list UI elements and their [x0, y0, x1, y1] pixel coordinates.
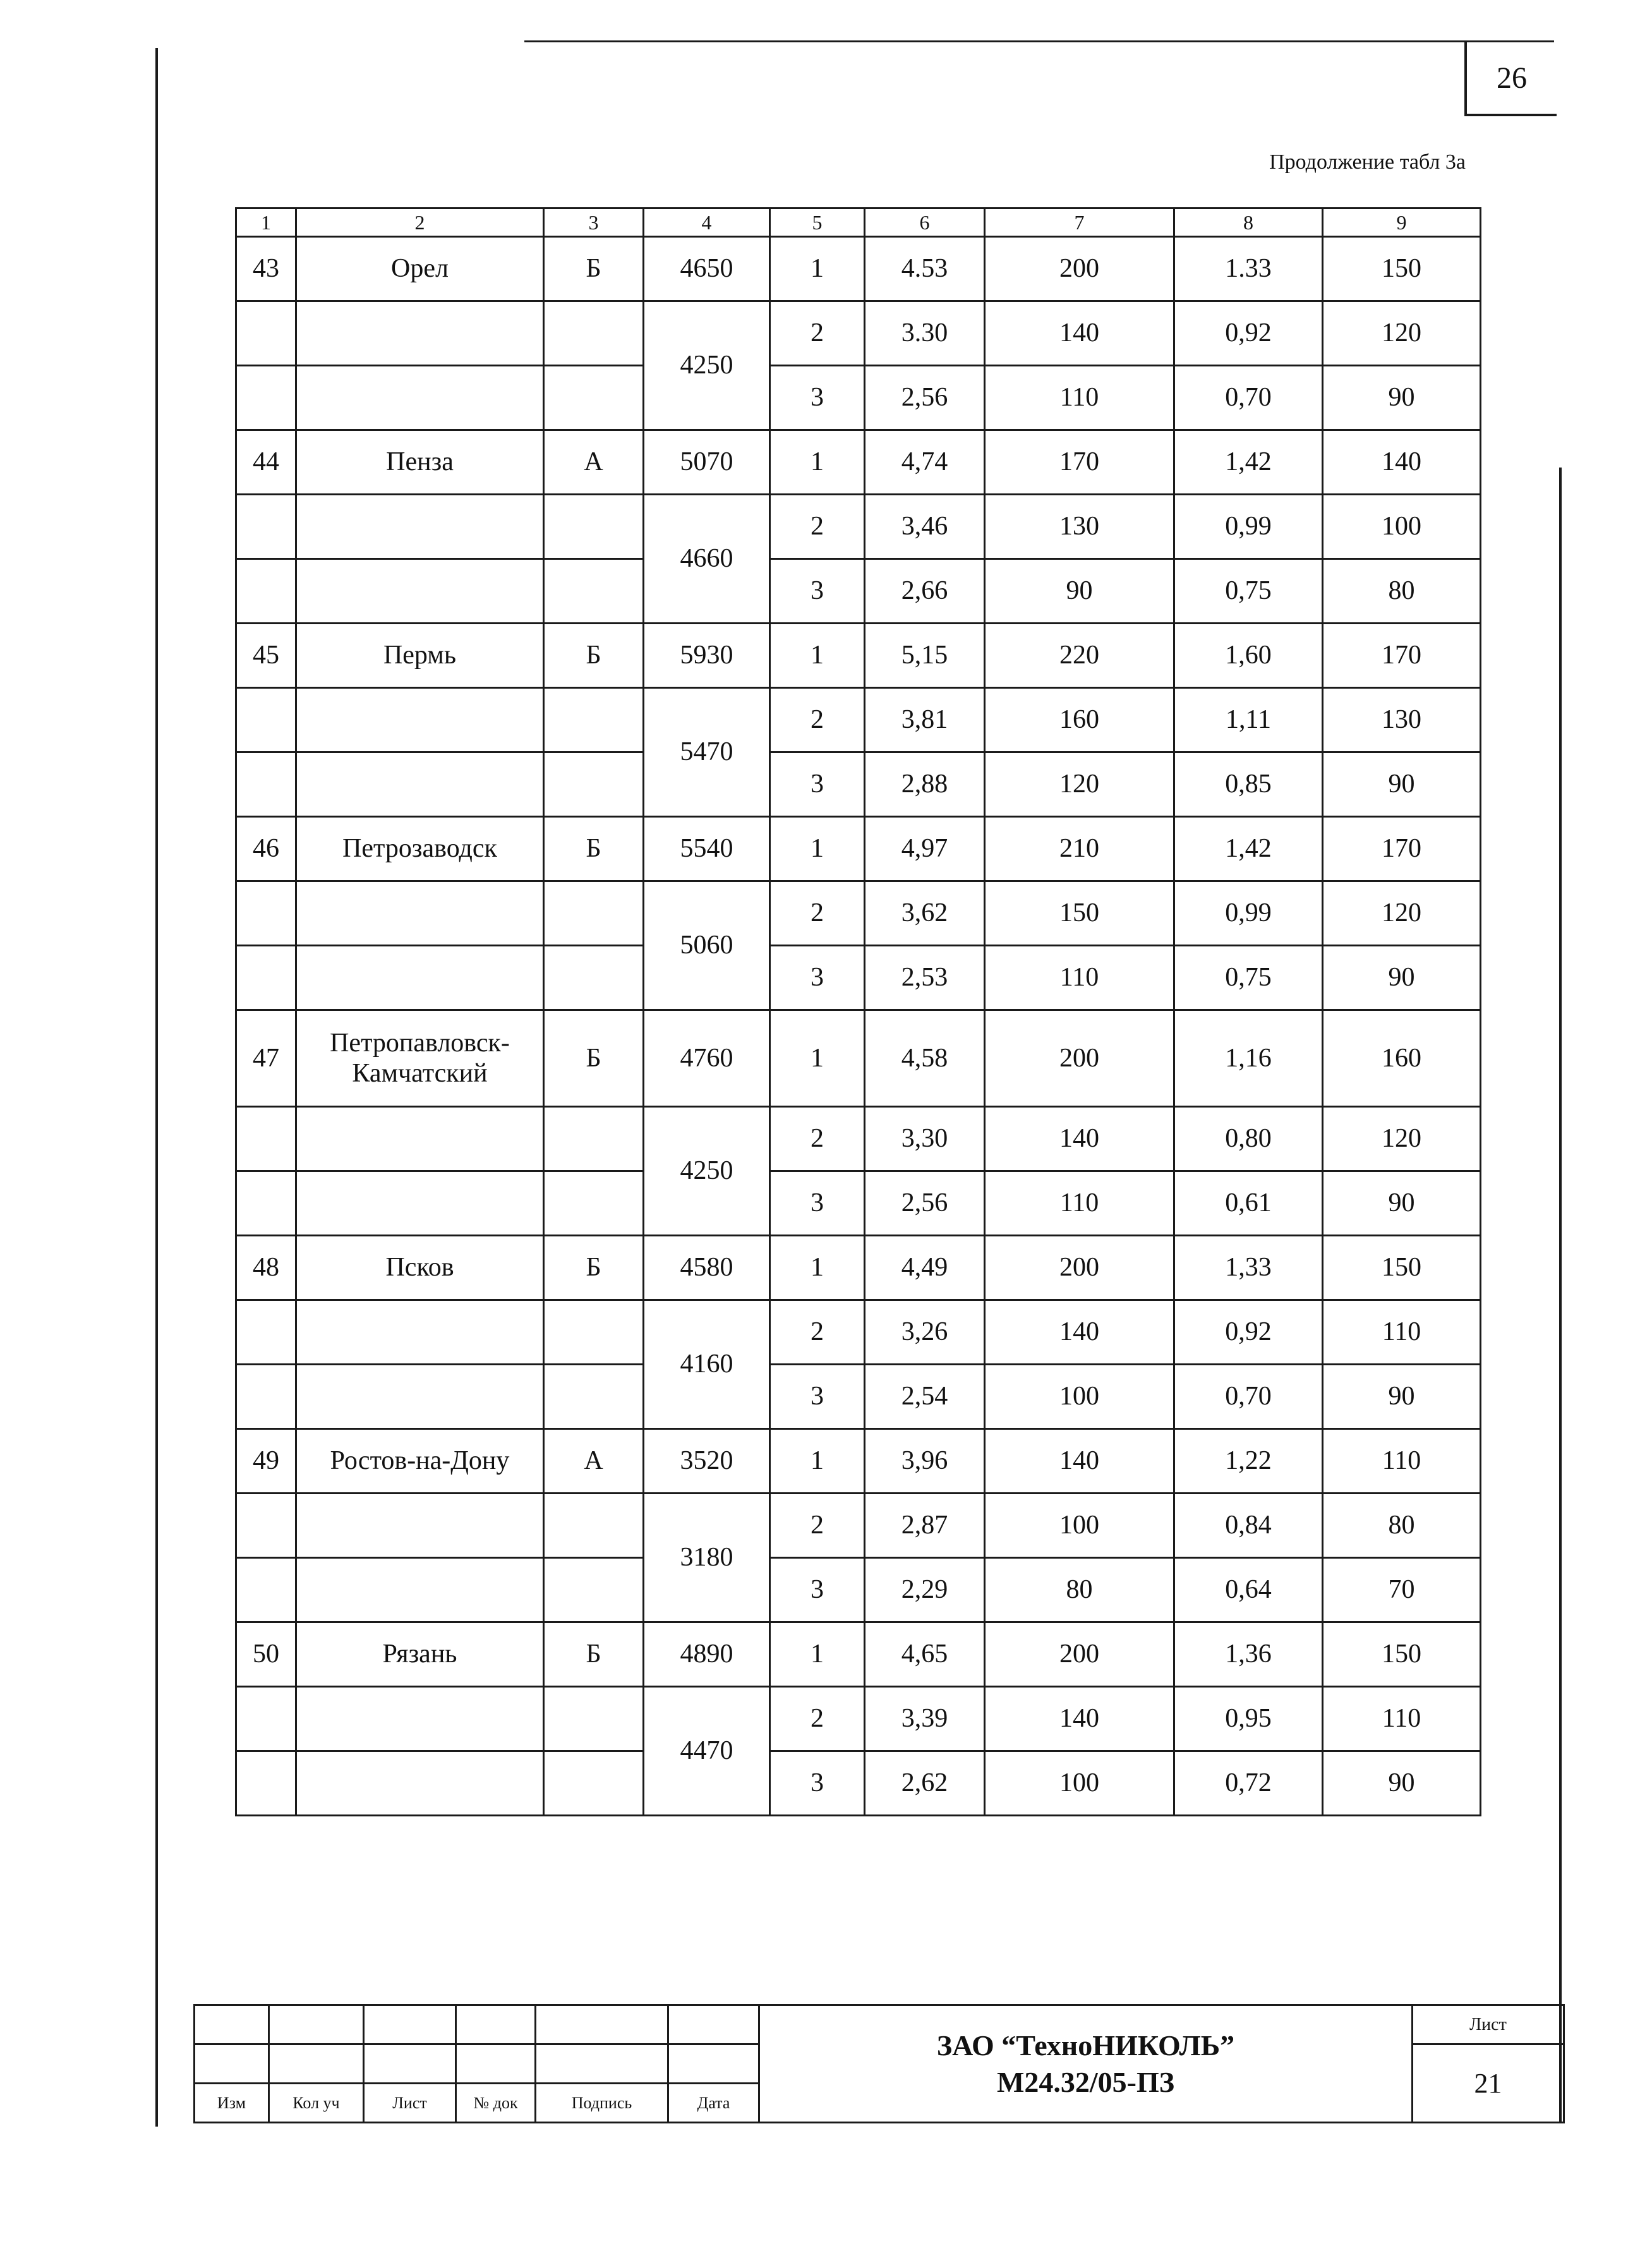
cell-7: 80 [985, 1558, 1174, 1622]
table-row [236, 1429, 1481, 1494]
document-code: М24.32/05-ПЗ [996, 2065, 1175, 2098]
empty-cell [236, 752, 296, 817]
empty-cell [544, 688, 644, 752]
cell-9: 80 [1323, 1494, 1481, 1558]
sheet-number: 21 [1413, 2044, 1564, 2123]
empty-cell [236, 1494, 296, 1558]
cell-5: 2 [770, 688, 865, 752]
empty-cell [296, 946, 544, 1010]
column-number: 5 [770, 208, 865, 237]
empty-cell [296, 495, 544, 559]
empty-cell [296, 1751, 544, 1816]
city-name: Пенза [296, 430, 544, 495]
cell-7: 200 [985, 1236, 1174, 1300]
value-col4: 3180 [644, 1494, 770, 1622]
table-row [236, 752, 1481, 817]
cell-6: 4,58 [865, 1010, 985, 1107]
cell-5: 3 [770, 752, 865, 817]
cell-7: 150 [985, 881, 1174, 946]
row-number: 45 [236, 624, 296, 688]
empty-cell [236, 1300, 296, 1365]
empty-cell [236, 946, 296, 1010]
cell-6: 4,65 [865, 1622, 985, 1687]
empty-cell [296, 1558, 544, 1622]
cell-5: 3 [770, 366, 865, 430]
empty-cell [296, 752, 544, 817]
cell-6: 3,26 [865, 1300, 985, 1365]
value-col4: 5470 [644, 688, 770, 817]
empty-cell [544, 881, 644, 946]
row-number: 49 [236, 1429, 296, 1494]
cell-5: 1 [770, 817, 865, 881]
value-col4: 4660 [644, 495, 770, 624]
cell-7: 140 [985, 1429, 1174, 1494]
table-row [236, 1558, 1481, 1622]
cell-8: 0,80 [1174, 1107, 1323, 1171]
table-row [236, 366, 1481, 430]
empty-cell [296, 1687, 544, 1751]
table-row [236, 430, 1481, 495]
company-name: ЗАО “ТехноНИКОЛЬ” [936, 2029, 1235, 2062]
cell-5: 1 [770, 1622, 865, 1687]
cell-6: 4,49 [865, 1236, 985, 1300]
cell-7: 160 [985, 688, 1174, 752]
cell-5: 1 [770, 624, 865, 688]
stamp-label-date: Дата [668, 2084, 759, 2123]
cell-6: 2,88 [865, 752, 985, 817]
cell-9: 110 [1323, 1429, 1481, 1494]
cell-9: 170 [1323, 817, 1481, 881]
empty-cell [544, 1365, 644, 1429]
empty-cell [544, 752, 644, 817]
value-col4: 5540 [644, 817, 770, 881]
value-col4: 4250 [644, 301, 770, 430]
table-row [236, 301, 1481, 366]
cell-6: 2,66 [865, 559, 985, 624]
cell-8: 0,64 [1174, 1558, 1323, 1622]
empty-cell [544, 1171, 644, 1236]
empty-cell [236, 495, 296, 559]
empty-cell [296, 559, 544, 624]
cell-5: 2 [770, 495, 865, 559]
table-row [236, 1751, 1481, 1816]
cell-7: 100 [985, 1494, 1174, 1558]
cell-9: 150 [1323, 237, 1481, 301]
title-block [193, 2004, 1565, 2123]
zone: Б [544, 237, 644, 301]
cell-8: 0,99 [1174, 881, 1323, 946]
table-row [236, 688, 1481, 752]
empty-cell [544, 1107, 644, 1171]
table-row [236, 559, 1481, 624]
cell-8: 1,36 [1174, 1622, 1323, 1687]
empty-cell [236, 881, 296, 946]
cell-9: 90 [1323, 946, 1481, 1010]
column-number: 1 [236, 208, 296, 237]
sheet-label: Лист [1413, 2005, 1564, 2044]
zone: Б [544, 1622, 644, 1687]
zone: А [544, 430, 644, 495]
cell-7: 130 [985, 495, 1174, 559]
row-number: 48 [236, 1236, 296, 1300]
empty-cell [236, 1751, 296, 1816]
value-col4: 3520 [644, 1429, 770, 1494]
zone: А [544, 1429, 644, 1494]
table-row [236, 1494, 1481, 1558]
cell-7: 140 [985, 301, 1174, 366]
cell-5: 2 [770, 1300, 865, 1365]
cell-8: 0,72 [1174, 1751, 1323, 1816]
cell-7: 200 [985, 237, 1174, 301]
cell-7: 110 [985, 1171, 1174, 1236]
cell-5: 3 [770, 946, 865, 1010]
cell-5: 2 [770, 1494, 865, 1558]
cell-9: 140 [1323, 430, 1481, 495]
cell-9: 100 [1323, 495, 1481, 559]
cell-5: 3 [770, 1171, 865, 1236]
empty-cell [544, 946, 644, 1010]
cell-9: 160 [1323, 1010, 1481, 1107]
cell-6: 3,96 [865, 1429, 985, 1494]
cell-7: 220 [985, 624, 1174, 688]
cell-8: 0,75 [1174, 946, 1323, 1010]
cell-8: 1,42 [1174, 817, 1323, 881]
cell-5: 2 [770, 301, 865, 366]
cell-9: 120 [1323, 1107, 1481, 1171]
cell-6: 5,15 [865, 624, 985, 688]
cell-7: 140 [985, 1300, 1174, 1365]
column-number: 9 [1323, 208, 1481, 237]
column-number: 8 [1174, 208, 1323, 237]
empty-cell [236, 1107, 296, 1171]
empty-cell [544, 366, 644, 430]
empty-cell [236, 559, 296, 624]
cell-6: 2,87 [865, 1494, 985, 1558]
cell-6: 3,46 [865, 495, 985, 559]
page-number: 26 [1464, 42, 1557, 116]
cell-6: 3,62 [865, 881, 985, 946]
zone: Б [544, 624, 644, 688]
cell-9: 110 [1323, 1687, 1481, 1751]
cell-6: 4,74 [865, 430, 985, 495]
value-col4: 4580 [644, 1236, 770, 1300]
cell-6: 3,30 [865, 1107, 985, 1171]
cell-8: 1,11 [1174, 688, 1323, 752]
value-col4: 4160 [644, 1300, 770, 1429]
column-number: 7 [985, 208, 1174, 237]
city-name: Петрозаводск [296, 817, 544, 881]
table-row [236, 237, 1481, 301]
cell-6: 4.53 [865, 237, 985, 301]
cell-5: 1 [770, 237, 865, 301]
table-row [236, 1107, 1481, 1171]
row-number: 47 [236, 1010, 296, 1107]
table-row [236, 1622, 1481, 1687]
top-frame-line [524, 40, 1554, 42]
table-row [236, 946, 1481, 1010]
title-block-center [759, 2005, 1413, 2123]
empty-cell [296, 688, 544, 752]
cell-9: 80 [1323, 559, 1481, 624]
table-row [236, 495, 1481, 559]
zone: Б [544, 817, 644, 881]
cell-9: 90 [1323, 752, 1481, 817]
cell-6: 2,56 [865, 366, 985, 430]
empty-cell [236, 366, 296, 430]
cell-9: 120 [1323, 301, 1481, 366]
empty-cell [296, 1300, 544, 1365]
cell-8: 0,61 [1174, 1171, 1323, 1236]
cell-5: 3 [770, 1558, 865, 1622]
empty-cell [236, 1171, 296, 1236]
value-col4: 5930 [644, 624, 770, 688]
cell-8: 1.33 [1174, 237, 1323, 301]
zone: Б [544, 1236, 644, 1300]
empty-cell [544, 301, 644, 366]
right-frame-line [1559, 468, 1562, 2123]
cell-7: 140 [985, 1107, 1174, 1171]
empty-cell [296, 881, 544, 946]
left-frame-line [155, 48, 158, 2127]
table-row [236, 624, 1481, 688]
cell-9: 90 [1323, 366, 1481, 430]
empty-cell [236, 1558, 296, 1622]
cell-7: 120 [985, 752, 1174, 817]
cell-5: 3 [770, 559, 865, 624]
zone: Б [544, 1010, 644, 1107]
city-name: Псков [296, 1236, 544, 1300]
empty-cell [236, 1687, 296, 1751]
cell-7: 140 [985, 1687, 1174, 1751]
stamp-label-change: Изм [195, 2084, 269, 2123]
row-number: 44 [236, 430, 296, 495]
cell-8: 0,84 [1174, 1494, 1323, 1558]
city-name: Петропавловск-Камчатский [296, 1010, 544, 1107]
column-number: 6 [865, 208, 985, 237]
cell-7: 110 [985, 946, 1174, 1010]
cell-8: 0,70 [1174, 366, 1323, 430]
cell-8: 1,22 [1174, 1429, 1323, 1494]
city-name: Орел [296, 237, 544, 301]
empty-cell [544, 1687, 644, 1751]
column-number: 2 [296, 208, 544, 237]
city-name: Рязань [296, 1622, 544, 1687]
cell-5: 2 [770, 881, 865, 946]
cell-7: 210 [985, 817, 1174, 881]
cell-8: 1,16 [1174, 1010, 1323, 1107]
cell-8: 1,42 [1174, 430, 1323, 495]
row-number: 46 [236, 817, 296, 881]
cell-9: 110 [1323, 1300, 1481, 1365]
table-row [236, 1687, 1481, 1751]
cell-8: 1,33 [1174, 1236, 1323, 1300]
stamp-label-signature: Подпись [536, 2084, 668, 2123]
empty-cell [544, 1300, 644, 1365]
column-number: 4 [644, 208, 770, 237]
table-row [236, 1010, 1481, 1107]
empty-cell [296, 1494, 544, 1558]
cell-9: 90 [1323, 1365, 1481, 1429]
stamp-label-sheet: Лист [364, 2084, 456, 2123]
column-number: 3 [544, 208, 644, 237]
cell-8: 0,92 [1174, 1300, 1323, 1365]
data-table [235, 207, 1481, 1816]
cell-5: 1 [770, 1429, 865, 1494]
cell-8: 0,95 [1174, 1687, 1323, 1751]
cell-8: 0,92 [1174, 301, 1323, 366]
table-row [236, 881, 1481, 946]
value-col4: 4890 [644, 1622, 770, 1687]
empty-cell [544, 1751, 644, 1816]
cell-8: 0,70 [1174, 1365, 1323, 1429]
cell-6: 2,54 [865, 1365, 985, 1429]
empty-cell [544, 559, 644, 624]
cell-8: 0,75 [1174, 559, 1323, 624]
cell-9: 120 [1323, 881, 1481, 946]
value-col4: 4250 [644, 1107, 770, 1236]
cell-9: 90 [1323, 1171, 1481, 1236]
table-row [236, 1365, 1481, 1429]
empty-cell [296, 1107, 544, 1171]
empty-cell [296, 366, 544, 430]
cell-6: 2,56 [865, 1171, 985, 1236]
cell-9: 130 [1323, 688, 1481, 752]
cell-6: 2,53 [865, 946, 985, 1010]
row-number: 43 [236, 237, 296, 301]
cell-6: 3,39 [865, 1687, 985, 1751]
cell-5: 1 [770, 430, 865, 495]
cell-8: 1,60 [1174, 624, 1323, 688]
empty-cell [236, 688, 296, 752]
value-col4: 5060 [644, 881, 770, 1010]
cell-7: 100 [985, 1365, 1174, 1429]
cell-8: 0,99 [1174, 495, 1323, 559]
stamp-label-count: Кол уч [269, 2084, 364, 2123]
table-row [236, 1171, 1481, 1236]
cell-7: 200 [985, 1622, 1174, 1687]
value-col4: 4650 [644, 237, 770, 301]
cell-5: 2 [770, 1687, 865, 1751]
city-name: Пермь [296, 624, 544, 688]
table-row [236, 1300, 1481, 1365]
cell-5: 3 [770, 1365, 865, 1429]
empty-cell [296, 1171, 544, 1236]
cell-6: 2,29 [865, 1558, 985, 1622]
cell-8: 0,85 [1174, 752, 1323, 817]
cell-7: 100 [985, 1751, 1174, 1816]
cell-5: 1 [770, 1010, 865, 1107]
empty-cell [544, 1558, 644, 1622]
value-col4: 4470 [644, 1687, 770, 1816]
cell-6: 3,81 [865, 688, 985, 752]
empty-cell [296, 1365, 544, 1429]
cell-7: 170 [985, 430, 1174, 495]
empty-cell [236, 1365, 296, 1429]
empty-cell [544, 1494, 644, 1558]
cell-9: 90 [1323, 1751, 1481, 1816]
cell-9: 170 [1323, 624, 1481, 688]
city-name: Ростов-на-Дону [296, 1429, 544, 1494]
cell-9: 150 [1323, 1622, 1481, 1687]
cell-5: 2 [770, 1107, 865, 1171]
row-number: 50 [236, 1622, 296, 1687]
cell-5: 3 [770, 1751, 865, 1816]
table-row [236, 1236, 1481, 1300]
cell-9: 150 [1323, 1236, 1481, 1300]
cell-6: 2,62 [865, 1751, 985, 1816]
table-row [236, 817, 1481, 881]
value-col4: 4760 [644, 1010, 770, 1107]
value-col4: 5070 [644, 430, 770, 495]
cell-7: 90 [985, 559, 1174, 624]
cell-5: 1 [770, 1236, 865, 1300]
stamp-label-doc: № док [456, 2084, 536, 2123]
cell-7: 110 [985, 366, 1174, 430]
empty-cell [544, 495, 644, 559]
cell-6: 4,97 [865, 817, 985, 881]
cell-9: 70 [1323, 1558, 1481, 1622]
continuation-caption: Продолжение табл 3а [1269, 150, 1466, 174]
empty-cell [296, 301, 544, 366]
empty-cell [236, 301, 296, 366]
cell-7: 200 [985, 1010, 1174, 1107]
cell-6: 3.30 [865, 301, 985, 366]
column-number-row [236, 208, 1481, 237]
